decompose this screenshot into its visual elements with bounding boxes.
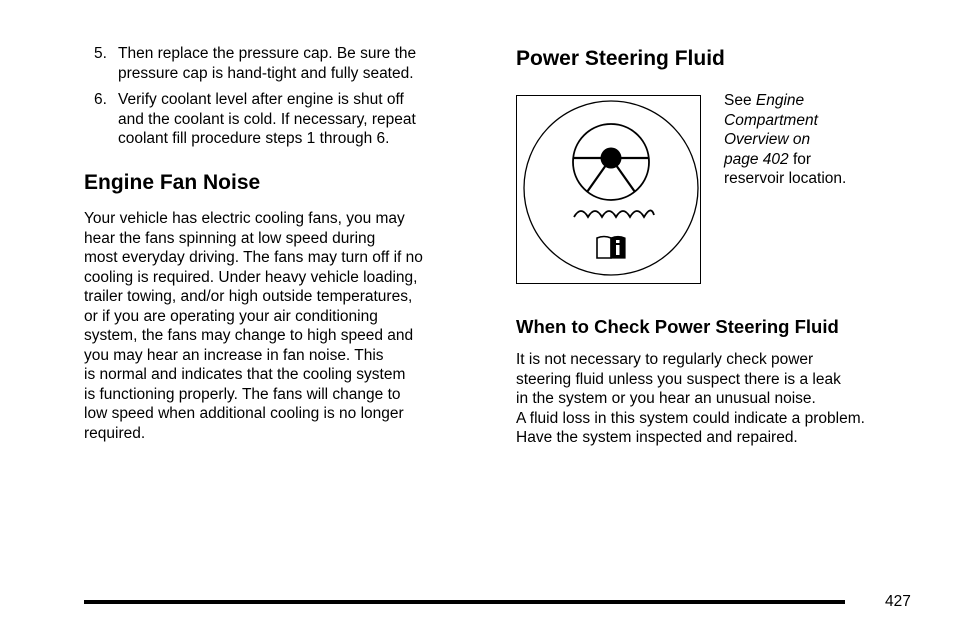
paragraph-line: system, the fans may change to high speed and xyxy=(84,327,414,344)
when-to-check-heading: When to Check Power Steering Fluid xyxy=(516,316,839,337)
step-line: pressure cap is hand-tight and fully seated. xyxy=(118,64,414,82)
reference-line: reservoir location. xyxy=(724,170,847,187)
see-label: See xyxy=(724,92,752,109)
reference-line xyxy=(724,150,846,170)
step-text xyxy=(118,44,484,83)
paragraph-line: low speed when additional cooling is no longer xyxy=(84,405,404,422)
cross-reference-link[interactable]: Engine xyxy=(755,92,805,109)
step-number: 5. xyxy=(94,45,107,62)
paragraph-line: is functioning properly. The fans will change to xyxy=(84,385,401,403)
left-column xyxy=(84,44,484,442)
list-item xyxy=(84,44,484,83)
paragraph-line: trailer towing, and/or high outside temperatures, xyxy=(84,288,413,305)
reference-line xyxy=(724,130,846,150)
cross-reference-link[interactable]: page 402 xyxy=(724,150,789,168)
paragraph-line: Your vehicle has electric cooling fans, you may xyxy=(84,210,405,227)
paragraph-line: required. xyxy=(84,424,146,442)
list-item xyxy=(84,90,484,149)
power-steering-symbol-figure xyxy=(516,95,701,284)
paragraph-line: Have the system inspected and repaired. xyxy=(516,429,798,446)
cross-reference-link[interactable]: Compartment xyxy=(724,111,818,129)
footer-rule xyxy=(84,600,845,604)
reference-line xyxy=(724,111,846,131)
paragraph-line: is normal and indicates that the cooling system xyxy=(84,366,406,383)
paragraph-line: cooling is required. Under heavy vehicle loading, xyxy=(84,268,418,286)
engine-fan-noise-paragraph xyxy=(84,209,423,443)
paragraph-line: in the system or you hear an unusual noise. xyxy=(516,390,816,407)
page-number: 427 xyxy=(885,593,911,610)
reference-suffix: for xyxy=(792,150,812,168)
paragraph-line: or if you are operating your air conditioning xyxy=(84,307,378,325)
step-line: Then replace the pressure cap. Be sure the xyxy=(118,45,417,62)
paragraph-line: hear the fans spinning at low speed during xyxy=(84,229,376,247)
reservoir-reference xyxy=(724,91,846,189)
procedure-steps xyxy=(84,44,484,149)
when-to-check-paragraph xyxy=(516,350,865,448)
step-line: Verify coolant level after engine is shut off xyxy=(118,91,404,108)
paragraph-line: It is not necessary to regularly check power xyxy=(516,351,814,368)
owner-manual-icon xyxy=(597,237,625,259)
step-text xyxy=(118,90,484,149)
engine-fan-noise-heading: Engine Fan Noise xyxy=(84,171,261,194)
reference-line xyxy=(724,91,846,111)
power-steering-fluid-heading: Power Steering Fluid xyxy=(516,47,725,70)
step-number: 6. xyxy=(94,91,107,108)
paragraph-line: you may hear an increase in fan noise. This xyxy=(84,346,384,364)
step-line: coolant fill procedure steps 1 through 6. xyxy=(118,130,390,147)
paragraph-line: A fluid loss in this system could indicate a problem. xyxy=(516,409,865,427)
paragraph-line: steering fluid unless you suspect there is a leak xyxy=(516,370,841,388)
power-steering-fluid-icon xyxy=(517,96,702,285)
step-line: and the coolant is cold. If necessary, repeat xyxy=(118,110,416,128)
paragraph-line: most everyday driving. The fans may turn off if no xyxy=(84,249,423,266)
cross-reference-link[interactable]: Overview on xyxy=(724,131,811,148)
